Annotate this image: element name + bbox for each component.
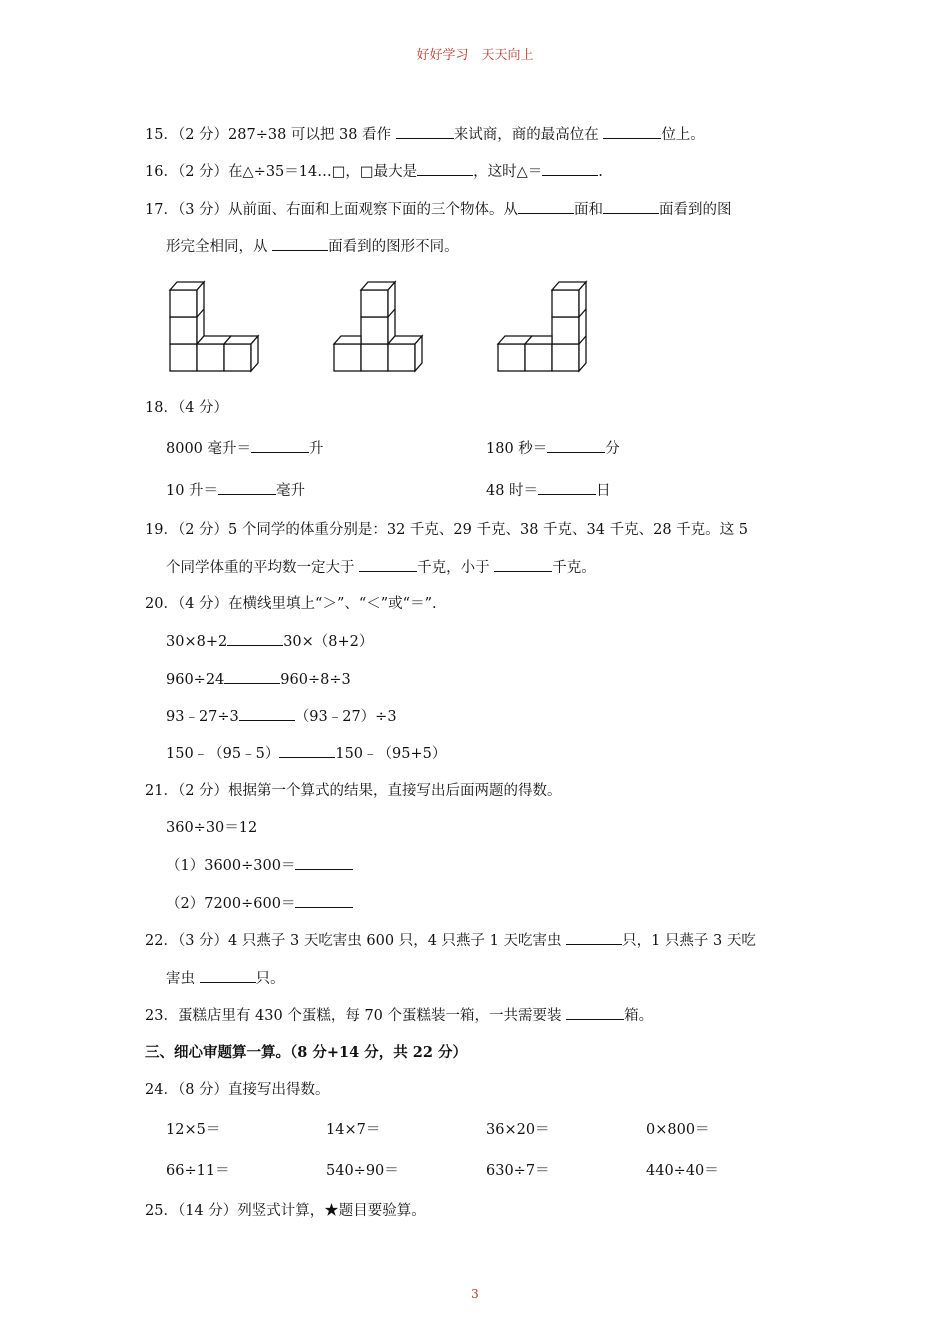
calc-item: 0×800＝ [646, 1122, 710, 1138]
answer-blank[interactable] [603, 124, 661, 139]
question-21-part2: （2）7200÷600＝ [166, 893, 353, 914]
answer-blank[interactable] [295, 855, 353, 870]
cube-figure-3 [493, 278, 593, 378]
cube-figure-1 [165, 278, 265, 378]
question-19-line1: 19．（2 分）5 个同学的体重分别是：32 千克、29 千克、38 千克、34 千克、28 千克。这 5 [145, 522, 749, 538]
answer-blank[interactable] [272, 236, 328, 251]
question-17-line1: 17．（3 分）从前面、右面和上面观察下面的三个物体。从 面和 面看到的图 [145, 199, 732, 220]
answer-blank[interactable] [417, 161, 473, 176]
question-19-line2: 个同学体重的平均数一定大于 千克，小于 千克。 [166, 557, 596, 578]
calc-item: 66÷11＝ [166, 1163, 230, 1179]
question-15: 15．（2 分）287÷38 可以把 38 看作 来试商，商的最高位在 位上。 [145, 124, 705, 145]
question-18-item1: 8000 毫升＝ 升 [166, 438, 324, 459]
question-20-item1: 30×8+2 30×（8+2） [166, 631, 373, 652]
answer-blank[interactable] [566, 1005, 624, 1020]
answer-blank[interactable] [396, 124, 454, 139]
answer-blank[interactable] [547, 438, 605, 453]
question-18-title: 18．（4 分） [145, 400, 229, 416]
answer-blank[interactable] [200, 968, 256, 983]
calc-item: 36×20＝ [486, 1122, 550, 1138]
question-21-part1: （1）3600÷300＝ [166, 855, 353, 876]
question-20-item4: 150﹣（95﹣5） 150﹣（95+5） [166, 743, 446, 764]
answer-blank[interactable] [538, 480, 596, 495]
question-18-item2: 180 秒＝ 分 [486, 438, 620, 459]
question-18-item4: 48 时＝ 日 [486, 480, 611, 501]
answer-blank[interactable] [224, 669, 280, 684]
question-22-line2: 害虫 只。 [166, 968, 285, 989]
answer-blank[interactable] [603, 199, 659, 214]
question-23: 23．蛋糕店里有 430 个蛋糕，每 70 个蛋糕装一箱，一共需要装 箱。 [145, 1005, 653, 1026]
section-3-heading: 三、细心审题算一算。（8 分+14 分，共 22 分） [145, 1044, 468, 1061]
cube-figure-2 [329, 278, 429, 378]
question-20-title: 20．（4 分）在横线里填上“＞”、“＜”或“＝”. [145, 596, 437, 612]
calc-item: 630÷7＝ [486, 1163, 550, 1179]
answer-blank[interactable] [251, 438, 309, 453]
page-header: 好好学习 天天向上 [416, 48, 534, 63]
question-20-item3: 93﹣27÷3 （93﹣27）÷3 [166, 706, 397, 727]
answer-blank[interactable] [279, 743, 335, 758]
answer-blank[interactable] [542, 161, 598, 176]
calc-item: 540÷90＝ [326, 1163, 399, 1179]
answer-blank[interactable] [494, 557, 552, 572]
question-21-title: 21．（2 分）根据第一个算式的结果，直接写出后面两题的得数。 [145, 783, 562, 799]
question-18-item3: 10 升＝ 毫升 [166, 480, 305, 501]
answer-blank[interactable] [239, 706, 295, 721]
answer-blank[interactable] [359, 557, 417, 572]
question-16: 16．（2 分）在△÷35＝14…□，□最大是 ，这时△＝ . [145, 161, 603, 182]
question-20-item2: 960÷24 960÷8÷3 [166, 669, 351, 690]
question-24-title: 24．（8 分）直接写出得数。 [145, 1082, 330, 1098]
answer-blank[interactable] [227, 631, 283, 646]
calc-item: 12×5＝ [166, 1122, 221, 1138]
question-21-base: 360÷30＝12 [166, 820, 258, 836]
calc-item: 440÷40＝ [646, 1163, 719, 1179]
answer-blank[interactable] [518, 199, 574, 214]
calc-item: 14×7＝ [326, 1122, 381, 1138]
question-22-line1: 22．（3 分）4 只燕子 3 天吃害虫 600 只，4 只燕子 1 天吃害虫 只，1 只燕子 3 天吃 [145, 930, 756, 951]
answer-blank[interactable] [566, 930, 622, 945]
page-number: 3 [471, 1287, 479, 1301]
answer-blank[interactable] [295, 893, 353, 908]
question-25: 25．（14 分）列竖式计算，★题目要验算。 [145, 1203, 426, 1219]
question-17-line2: 形完全相同，从 面看到的图形不同。 [166, 236, 459, 257]
answer-blank[interactable] [218, 480, 276, 495]
